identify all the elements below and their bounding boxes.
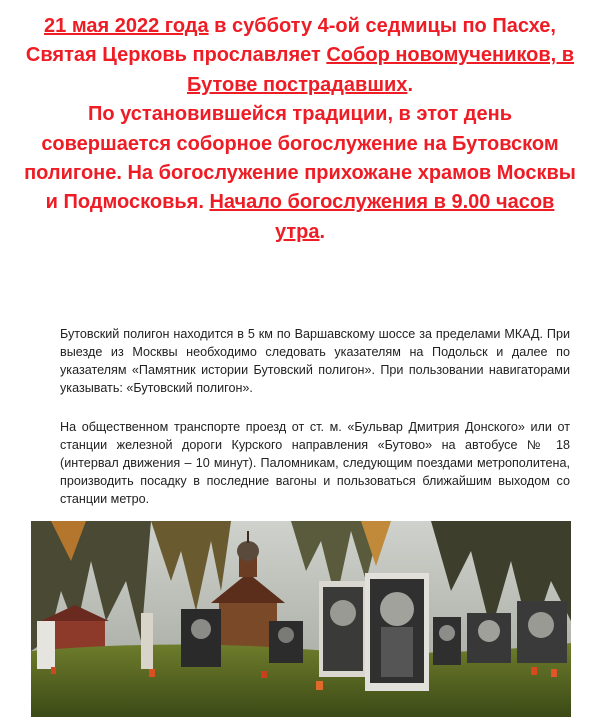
announcement-heading — [22, 12, 578, 247]
service-start-time: Начало богослужения в 9.00 часов утра — [209, 191, 555, 243]
service-date: 21 мая 2022 года — [44, 15, 209, 37]
announcement-body: По установившейся традиции, в этот день совершается соборное богослужение на Бутовском полигоне. На богослужение прихожане храмов Москвы и Подмосковья. — [24, 103, 576, 214]
directions-public-transport: На общественном транспорте проезд от ст. м. «Бульвар Дмитрия Донского» или от станции железной дороги Курского направления «Бутово» на автобусе № 18 (интервал движения – 10 минут). Паломникам, следующим поездами метрополитена, производить посадку в последние вагоны и пользоваться ближайшим выходом со станции метро. — [60, 419, 570, 507]
butovo-memorial-photo — [31, 521, 571, 717]
end-period: . — [319, 220, 326, 243]
heading-text: в субботу 4-ой седмицы по Пасхе, Святая Церковь прославляет — [25, 15, 556, 67]
heading-period: . — [407, 73, 413, 96]
feast-name: Собор новомучеников, в Бутове пострадавших — [187, 44, 575, 96]
directions-car: Бутовский полигон находится в 5 км по Варшавскому шоссе за пределами МКАД. При выезде из Москвы необходимо следовать указателям на Подольск и далее по указателям «Памятник истории Бутовский полигон». При пользовании навигаторами указывать: «Бутовский полигон». — [60, 326, 570, 396]
